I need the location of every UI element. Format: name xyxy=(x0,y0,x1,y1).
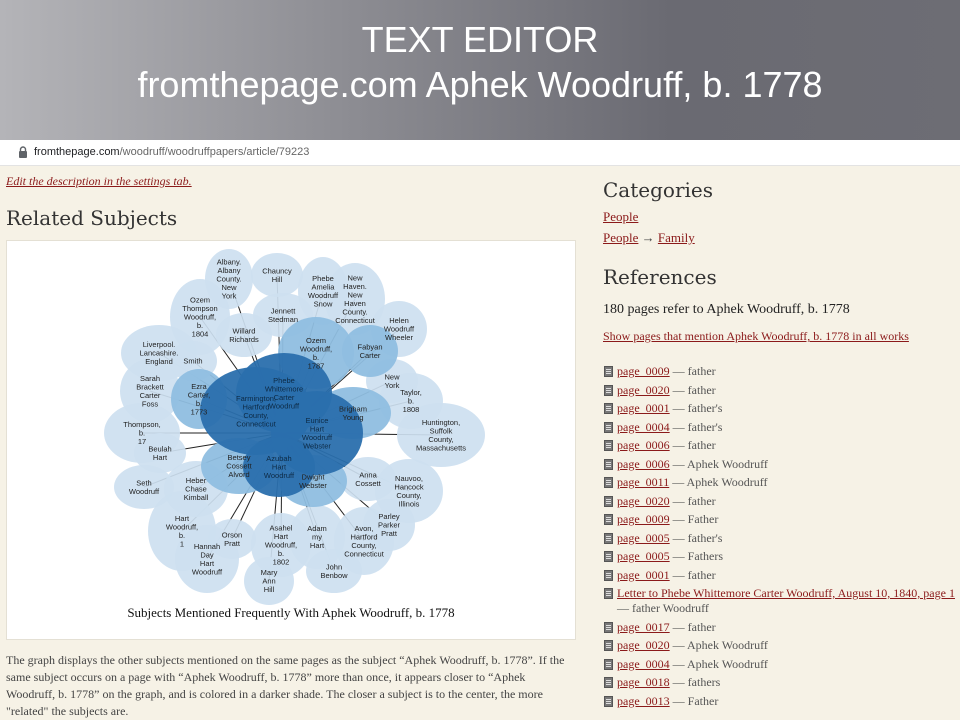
graph-node-label: Anna Cossett xyxy=(355,470,381,488)
reference-page-link[interactable]: page_0018 xyxy=(617,675,670,689)
reference-page-link[interactable]: page_0013 xyxy=(617,693,670,708)
graph-node-label: Hart Woodruff, b. 1 xyxy=(165,513,199,549)
reference-item xyxy=(603,475,960,490)
graph-node-label: Sarah Brackett Carter Foss xyxy=(136,373,164,409)
category-family-link[interactable]: Family xyxy=(657,230,695,245)
graph-node-label: Seth Woodruff xyxy=(128,478,160,496)
graph-node-label: Hannah Day Hart Woodruff xyxy=(191,541,223,577)
graph-node-label: Thompson, b. 17 xyxy=(123,420,161,446)
document-icon xyxy=(604,477,613,488)
categories-heading: Categories xyxy=(603,178,713,202)
graph-node-label: Chauncy Hill xyxy=(262,266,292,284)
document-icon xyxy=(604,440,613,451)
document-icon xyxy=(604,385,613,396)
graph-node-label: Dwight Webster xyxy=(299,472,327,490)
document-icon xyxy=(604,514,613,525)
reference-item xyxy=(603,512,960,527)
graph-node-label: Ezra Carter, b. 1773 xyxy=(187,381,211,417)
reference-page-link[interactable]: page_0001 xyxy=(617,401,670,415)
reference-page-link[interactable]: page_0006 xyxy=(617,438,670,452)
reference-note: — Aphek Woodruff xyxy=(669,475,768,489)
graph-node-label: New Haven. New Haven County. Connecticut xyxy=(335,273,375,325)
document-icon xyxy=(604,403,613,414)
document-icon xyxy=(604,422,613,433)
lock-icon xyxy=(18,146,28,159)
reference-note: — father Woodruff xyxy=(617,601,709,615)
reference-item xyxy=(603,675,960,690)
reference-item xyxy=(603,438,960,453)
graph-node-label: Phebe Amelia Woodruff Snow xyxy=(307,273,339,309)
reference-note: — Fathers xyxy=(669,549,723,563)
graph-node-label: Brigham Young xyxy=(339,404,367,422)
reference-item xyxy=(603,549,960,564)
reference-note: — Aphek Woodruff xyxy=(669,456,768,471)
document-icon xyxy=(604,533,613,544)
reference-page-link[interactable]: page_0004 xyxy=(617,656,670,671)
graph-node-label: Beulah Hart xyxy=(148,444,172,462)
graph-node-label: Farmington, Hartford County, Connecticut xyxy=(235,393,277,429)
graph-node-label: Nauvoo, Hancock County, Illinois xyxy=(394,473,424,509)
reference-page-link[interactable]: page_0011 xyxy=(617,475,670,489)
graph-node-label: Jennett Stedman xyxy=(267,306,299,324)
banner-title: TEXT EDITOR xyxy=(361,19,599,60)
graph-description: The graph displays the other subjects mentioned on the same pages as the subject “Aphek Woodruff, b. 1778”. If the same subject occurs on a page with “Aphek Woodruff, b. 1778” more than once, it appears closer to “Aphek Woodruff, b. 1778” on the graph, and is colored in a darker shade. The closer a subject is to the center, the more "related" the subjects are. xyxy=(6,653,565,718)
category-people-link[interactable]: People xyxy=(603,209,639,224)
graph-node-label: Parley Parker Pratt xyxy=(377,512,401,538)
graph-node-label: Asahel Hart Woodruff, b. 1802 xyxy=(264,523,298,567)
reference-page-link[interactable]: page_0017 xyxy=(617,619,670,634)
references-list xyxy=(603,364,960,712)
reference-page-link[interactable]: page_0004 xyxy=(617,419,670,434)
graph-node-label: Avon, Hartford County, Connecticut xyxy=(344,523,384,559)
graph-node-label: Adam my Hart xyxy=(307,524,327,550)
reference-note: — fathers xyxy=(669,675,721,689)
document-icon xyxy=(604,640,613,651)
category-people-link-2[interactable]: People xyxy=(603,230,639,245)
show-pages-link[interactable]: Show pages that mention Aphek Woodruff, b. 1778 in all works xyxy=(603,329,909,343)
reference-page-link[interactable]: page_0005 xyxy=(617,549,670,563)
reference-note: — father xyxy=(669,364,716,378)
graph-node-label: New York xyxy=(384,372,400,390)
document-icon xyxy=(604,696,613,707)
reference-note: — Father xyxy=(669,512,719,526)
graph-node-label: Ozem Woodruff, b. 1787 xyxy=(299,335,333,371)
graph-node-label: Albany. Albany County. New York xyxy=(216,257,242,301)
reference-item xyxy=(603,568,960,583)
reference-page-link[interactable]: page_0001 xyxy=(617,567,670,582)
reference-item xyxy=(603,401,960,416)
reference-page-link[interactable]: page_0009 xyxy=(617,512,670,526)
reference-item xyxy=(603,420,960,435)
graph-node-label: Phebe Whittemore Carter Woodruff xyxy=(264,375,304,411)
graph-node-label: Liverpool. Lancashire. England xyxy=(139,340,179,366)
graph-node-label: Taylor, b. 1808 xyxy=(400,388,422,414)
reference-item xyxy=(603,638,960,653)
graph-node-label: Orson Pratt xyxy=(221,530,243,548)
category-arrow: → xyxy=(638,230,658,245)
reference-note: — father xyxy=(669,567,716,582)
reference-note: — father's xyxy=(669,530,723,545)
document-icon xyxy=(604,496,613,507)
reference-item xyxy=(603,383,960,398)
graph-node-label: John Benbow xyxy=(320,562,348,580)
reference-item xyxy=(603,694,960,709)
document-icon xyxy=(604,677,613,688)
related-subjects-graph xyxy=(6,240,576,640)
browser-address-bar[interactable] xyxy=(0,140,960,166)
reference-page-link[interactable]: page_0020 xyxy=(617,493,670,508)
graph-caption: Subjects Mentioned Frequently With Aphek Woodruff, b. 1778 xyxy=(127,605,455,620)
reference-page-link[interactable]: Letter to Phebe Whittemore Carter Woodruff, August 10, 1840, page 1 xyxy=(617,586,955,600)
graph-canvas xyxy=(7,241,575,639)
graph-node-label: Betsey Cossett Alvord xyxy=(226,453,252,479)
reference-note: — Aphek Woodruff xyxy=(669,638,768,652)
reference-count: 180 pages refer to Aphek Woodruff, b. 1778 xyxy=(603,302,850,317)
graph-node-label: Smith xyxy=(183,356,203,366)
reference-item xyxy=(603,586,960,616)
document-icon xyxy=(604,588,613,599)
document-icon xyxy=(604,366,613,377)
url-path: /woodruff/woodruffpapers/article/79223 xyxy=(119,146,310,158)
reference-note: — father's xyxy=(669,401,723,415)
document-icon xyxy=(604,622,613,633)
reference-item xyxy=(603,657,960,672)
graph-node-label: Helen Woodruff Wheeler xyxy=(383,316,415,342)
graph-node-label: Fabyan Carter xyxy=(357,342,383,360)
reference-item xyxy=(603,620,960,635)
reference-item xyxy=(603,457,960,472)
document-icon xyxy=(604,459,613,470)
right-column xyxy=(603,166,960,720)
url-domain: fromthepage.com xyxy=(34,146,120,158)
related-subjects-heading: Related Subjects xyxy=(6,206,178,230)
reference-page-link[interactable]: page_0005 xyxy=(617,530,670,545)
article-page xyxy=(0,166,960,720)
document-icon xyxy=(604,570,613,581)
reference-item xyxy=(603,531,960,546)
document-icon xyxy=(604,551,613,562)
reference-item xyxy=(603,494,960,509)
reference-page-link[interactable]: page_0020 xyxy=(617,382,670,397)
reference-page-link[interactable]: page_0009 xyxy=(617,364,670,378)
graph-node-label: Huntington, Suffolk County, Massachusetts xyxy=(415,417,467,453)
graph-node-label: Willard Richards xyxy=(229,326,259,344)
reference-note: — father xyxy=(669,619,716,634)
url-text[interactable] xyxy=(34,146,309,158)
reference-page-link[interactable]: page_0020 xyxy=(617,638,670,652)
reference-note: — Aphek Woodruff xyxy=(669,656,768,671)
reference-note: — father's xyxy=(669,419,723,434)
graph-node-label: Heber Chase Kimball xyxy=(183,476,209,502)
reference-item xyxy=(603,364,960,379)
graph-node-label: Mary Ann Hill xyxy=(260,568,278,594)
category-people xyxy=(603,209,638,225)
slide-banner xyxy=(0,0,960,140)
graph-node-label: Azubah Hart Woodruff xyxy=(263,454,295,480)
banner-subtitle: fromthepage.com Aphek Woodruff, b. 1778 xyxy=(137,64,823,105)
reference-note: — father xyxy=(669,438,716,452)
graph-node-label: Eunice Hart Woodruff Webster xyxy=(301,415,333,451)
reference-page-link[interactable]: page_0006 xyxy=(617,456,670,471)
reference-note: — father xyxy=(669,493,716,508)
reference-note: — Father xyxy=(669,693,719,708)
reference-note: — father xyxy=(669,382,716,397)
references-heading: References xyxy=(603,265,717,289)
category-people-family xyxy=(603,230,695,246)
graph-node-label: Ozem Thompson Woodruff, b. 1804 xyxy=(182,295,218,339)
edit-description-link[interactable]: Edit the description in the settings tab. xyxy=(6,174,192,188)
document-icon xyxy=(604,659,613,670)
